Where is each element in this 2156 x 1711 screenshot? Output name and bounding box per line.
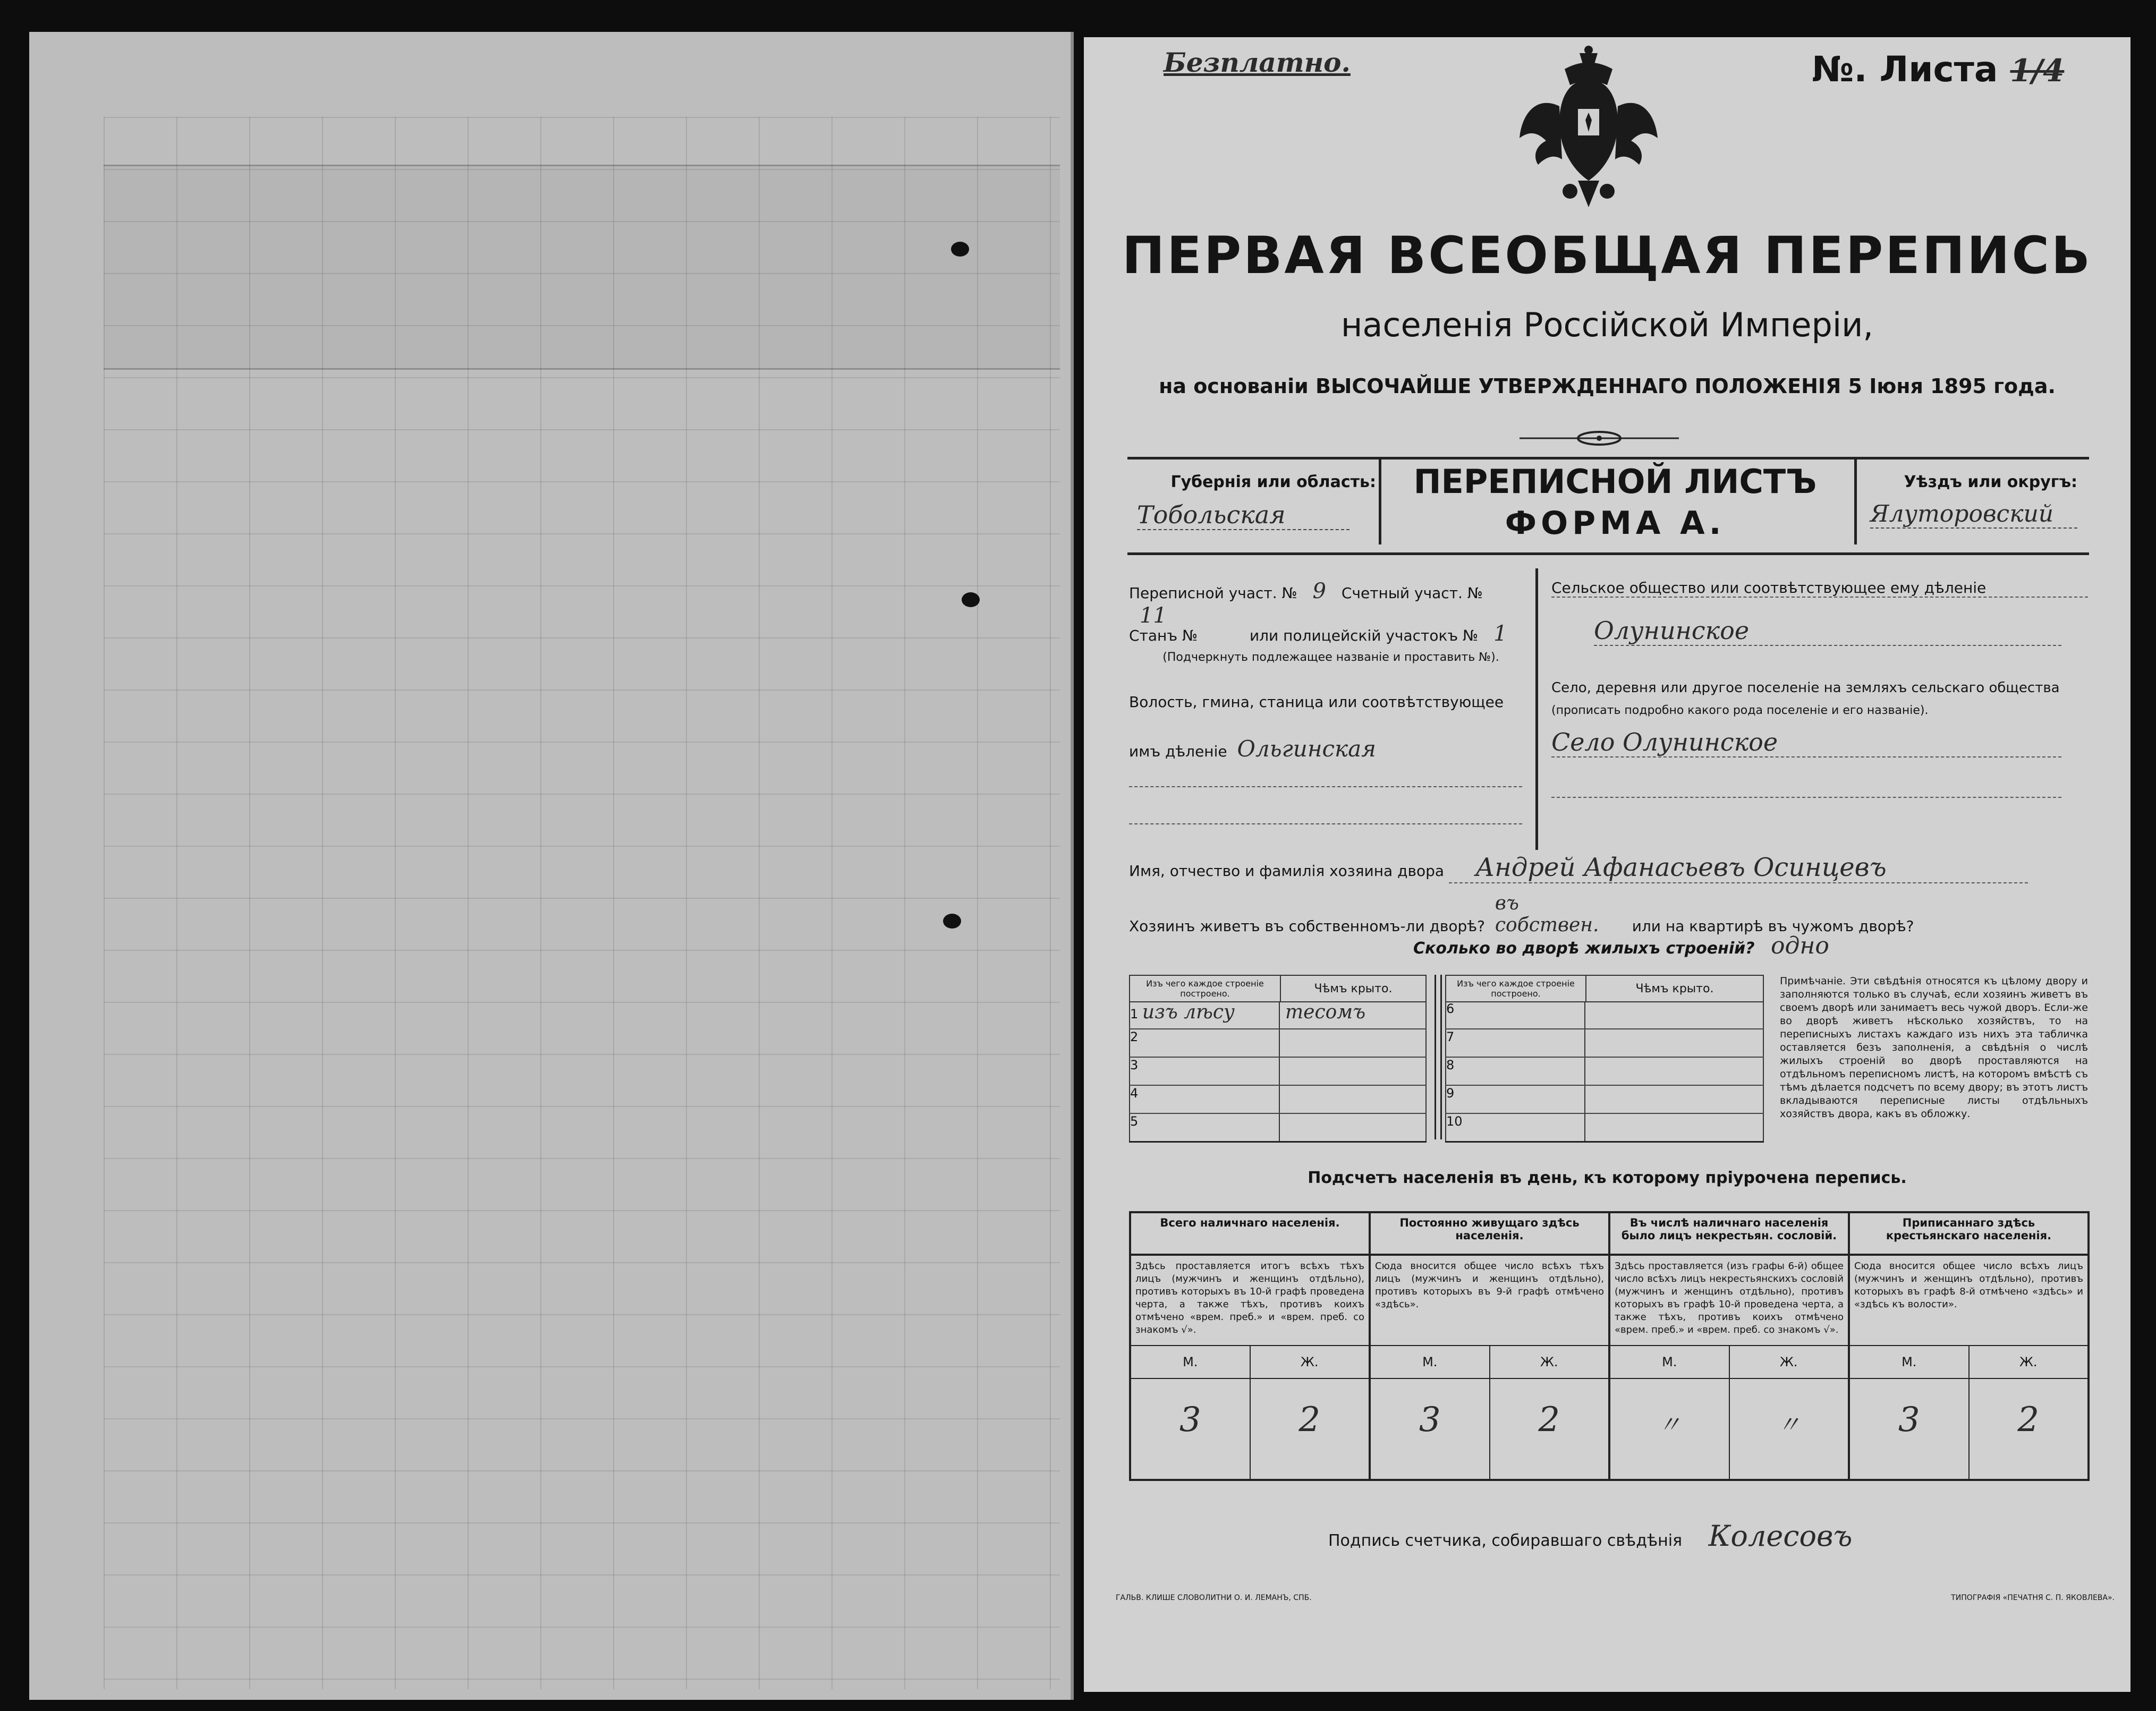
- male-count: 〃: [1610, 1379, 1730, 1479]
- male-count: 3: [1850, 1379, 1970, 1479]
- buildings-count-label: Сколько во дворѣ жилыхъ строеній?: [1413, 939, 1755, 958]
- imperial-eagle-icon: [1517, 42, 1660, 212]
- buildings-table-right: [1445, 975, 1764, 1002]
- stan-row: [1129, 622, 1533, 646]
- signature-label: Подпись счетчика, собиравшаго свѣдѣнія: [1328, 1531, 1683, 1550]
- province-value: Тобольская: [1137, 500, 1349, 530]
- row-number: 3: [1129, 1058, 1280, 1085]
- female-count: 2: [1298, 1400, 1321, 1440]
- census-section-value: 9: [1312, 579, 1326, 603]
- row-number: 10: [1445, 1114, 1585, 1141]
- imprint-left: ГАЛЬВ. КЛИШЕ СЛОВОЛИТНИ О. И. ЛЕМАНЪ, СПБ.: [1116, 1594, 1312, 1602]
- police-label: или полицейскій участокъ №: [1249, 627, 1479, 644]
- male-count: 3: [1371, 1379, 1490, 1479]
- totals-column: [1131, 1213, 1371, 1479]
- female-count: 〃: [1777, 1411, 1801, 1438]
- free-stamp: Безплатно.: [1164, 47, 1351, 78]
- punch-hole: [962, 592, 980, 607]
- faded-table-header: [104, 165, 1060, 370]
- owner-name-label: Имя, отчество и фамилія хозяина двора: [1129, 862, 1445, 880]
- building-row: [1129, 1029, 1427, 1058]
- totals-column-desc: Сюда вносится общее число всѣхъ лицъ (мужчинъ и женщинъ отдѣльно), противъ которыхъ въ графѣ 8-й отмѣчено «здѣсь» и «здѣсь къ волости».: [1850, 1256, 2087, 1346]
- row-number: 5: [1129, 1114, 1280, 1141]
- blank-line: [1551, 797, 2061, 798]
- owner-or-label: или на квартирѣ въ чужомъ дворѣ?: [1632, 917, 1914, 935]
- building-row: [1445, 1001, 1764, 1029]
- row-number: 2: [1129, 1029, 1280, 1057]
- counting-section-value: 11: [1140, 603, 1167, 628]
- row-number: 4: [1129, 1086, 1280, 1113]
- owner-name-value: Андрей Афанасьевъ Осинцевъ: [1449, 853, 2028, 883]
- province-label: Губернія или область:: [1170, 473, 1376, 491]
- punch-hole: [943, 914, 961, 929]
- stan-label: Станъ №: [1129, 627, 1198, 644]
- volost-label: Волость, гмина, станица или соотвѣтствующее: [1129, 693, 1504, 711]
- female-count: 2: [1538, 1400, 1560, 1440]
- underline-note: (Подчеркнуть подлежащее названіе и проставить №).: [1162, 651, 1499, 664]
- village-value: Село Олунинское: [1551, 728, 2061, 757]
- signature-value: Колесовъ: [1708, 1519, 1853, 1553]
- male-label: М.: [1610, 1346, 1730, 1378]
- table-double-divider: [1434, 975, 1442, 1139]
- totals-column: [1371, 1213, 1610, 1479]
- totals-heading: Подсчетъ населенія въ день, къ которому пріурочена перепись.: [1308, 1169, 1907, 1187]
- sheet-number-label: №. Листа: [1812, 49, 1998, 90]
- census-subtitle: населенія Россійской Имперіи,: [1340, 305, 1874, 344]
- building-material: изъ лѣсу: [1142, 1001, 1235, 1023]
- col-material-header: Изъ чего каждое строеніе построено.: [1130, 975, 1280, 1002]
- district-label: Уѣздъ или округъ:: [1904, 473, 2077, 491]
- totals-column-title: Всего наличнаго населенія.: [1131, 1213, 1369, 1256]
- volost-row: [1129, 736, 1533, 762]
- volost-value: Ольгинская: [1237, 736, 1376, 762]
- blank-line: [1129, 786, 1522, 787]
- female-label: Ж.: [1540, 1355, 1558, 1369]
- col-roof-header: Чѣмъ крыто.: [1280, 975, 1426, 1002]
- blank-line: [1129, 823, 1522, 824]
- owner-row: [1129, 853, 2091, 883]
- row-number: 7: [1445, 1029, 1585, 1057]
- society-value: Олунинское: [1594, 616, 2061, 646]
- buildings-note: Примѣчаніе. Эти свѣдѣнія относятся къ цѣлому двору и заполняются только въ случаѣ, если хозяинъ живетъ въ своемъ дворѣ или занимаетъ весь чужой дворъ. Если-же во дворѣ живетъ нѣсколько хозяйствъ, то на переписныхъ листахъ каждаго изъ нихъ эта табличка оставляется безъ заполненія, а свѣдѣнія о числѣ жилыхъ строеній во дворѣ проставляются на отдѣльномъ переписномъ листѣ, на которомъ вмѣстѣ съ тѣмъ дѣлается подсчетъ по всему двору; въ этотъ листъ вкладываются переписные листы отдѣльныхъ хозяйствъ двора, какъ въ обложку.: [1780, 975, 2088, 1120]
- building-row: [1445, 1029, 1764, 1058]
- totals-column-title: Въ числѣ наличнаго населенія было лицъ некрестьян. сословій.: [1610, 1213, 1848, 1256]
- male-label: М.: [1371, 1346, 1490, 1378]
- female-count: 2: [2017, 1400, 2040, 1440]
- row-number: 6: [1445, 1001, 1585, 1028]
- totals-column-desc: Здѣсь проставляется (изъ графы 6-й) общее число всѣхъ лицъ некрестьянскихъ сословій (мужчинъ и женщинъ отдѣльно), противъ которыхъ въ графѣ 10-й проведена черта, а также тѣхъ, противъ коихъ отмѣчено «врем. преб.» и «врем. преб. со знакомъ √».: [1610, 1256, 1848, 1346]
- owner-lives-label: Хозяинъ живетъ въ собственномъ-ли дворѣ?: [1129, 917, 1485, 935]
- census-basis: на основаніи ВЫСОЧАЙШЕ УТВЕРЖДЕННАГО ПОЛОЖЕНІЯ 5 Іюня 1895 года.: [1159, 374, 2056, 398]
- owner-lives-row: [1129, 892, 2091, 936]
- female-label: Ж.: [2019, 1355, 2038, 1369]
- counting-section-label: Счетный участ. №: [1341, 584, 1483, 602]
- building-row: [1445, 1086, 1764, 1114]
- owner-lives-value: въ собствен.: [1495, 892, 1599, 936]
- buildings-count-row: [1413, 932, 2051, 959]
- building-row: [1445, 1114, 1764, 1143]
- row-number: 1: [1130, 1007, 1139, 1022]
- volost-label-2: имъ дѣленіе: [1129, 743, 1227, 760]
- building-roof: тесомъ: [1280, 1001, 1427, 1028]
- signature-row: [1328, 1519, 2019, 1553]
- female-label: Ж.: [1301, 1355, 1319, 1369]
- census-main-title: ПЕРВАЯ ВСЕОБЩАЯ ПЕРЕПИСЬ: [1122, 226, 2093, 285]
- building-row: [1129, 1058, 1427, 1086]
- row-number: 9: [1445, 1086, 1585, 1113]
- totals-column: [1850, 1213, 2087, 1479]
- male-label: М.: [1131, 1346, 1251, 1378]
- village-note: (прописать подробно какого рода поселеніе и его названіе).: [1551, 704, 1929, 717]
- census-section-row: [1129, 579, 1533, 628]
- row-number: 8: [1445, 1058, 1585, 1085]
- buildings-table-left: [1129, 975, 1427, 1002]
- totals-table: [1129, 1211, 2090, 1481]
- building-row: [1445, 1058, 1764, 1086]
- sheet-number-value: 1/4: [2010, 53, 2065, 89]
- building-row: [1129, 1086, 1427, 1114]
- punch-hole: [951, 242, 969, 257]
- building-row: [1129, 1114, 1427, 1143]
- buildings-rows-right: [1445, 1001, 1764, 1143]
- totals-column-desc: Сюда вносится общее число всѣхъ тѣхъ лицъ (мужчинъ и женщинъ отдѣльно), противъ которыхъ въ 9-й графѣ отмѣчено «здѣсь».: [1371, 1256, 1608, 1346]
- village-label: Село, деревня или другое поселеніе на земляхъ сельскаго общества: [1551, 680, 2060, 696]
- totals-column-title: Постоянно живущаго здѣсь населенія.: [1371, 1213, 1608, 1256]
- form-name: ФОРМА А.: [1505, 505, 1726, 542]
- male-label: М.: [1850, 1346, 1970, 1378]
- society-label: Сельское общество или соотвѣтствующее ему дѣленіе: [1551, 579, 2088, 598]
- ornament-divider-icon: [1520, 428, 1679, 449]
- col-roof-header: Чѣмъ крыто.: [1586, 975, 1763, 1002]
- census-section-label: Переписной участ. №: [1129, 584, 1297, 602]
- police-value: 1: [1493, 622, 1507, 646]
- totals-column-desc: Здѣсь проставляется итогъ всѣхъ тѣхъ лицъ (мужчинъ и женщинъ отдѣльно), противъ которыхъ въ 10-й графѣ проведена черта, а также тѣхъ, противъ коихъ отмѣчено «врем. преб.» и «врем. преб. со знакомъ √».: [1131, 1256, 1369, 1346]
- totals-column-title: Приписаннаго здѣсь крестьянскаго населенія.: [1850, 1213, 2087, 1256]
- field-divider: [1535, 568, 1538, 850]
- buildings-count-value: одно: [1771, 932, 1829, 959]
- totals-column: [1610, 1213, 1850, 1479]
- female-label: Ж.: [1780, 1355, 1798, 1369]
- building-row: [1129, 1001, 1427, 1029]
- census-form-page: [1084, 37, 2130, 1692]
- male-count: 3: [1131, 1379, 1251, 1479]
- imprint-right: ТИПОГРАФІЯ «ПЕЧАТНЯ С. П. ЯКОВЛЕВА».: [1951, 1594, 2115, 1602]
- left-page-reverse: [29, 32, 1074, 1700]
- col-material-header: Изъ чего каждое строеніе построено.: [1446, 975, 1586, 1002]
- sheet-title: ПЕРЕПИСНОЙ ЛИСТЪ: [1413, 462, 1817, 501]
- district-value: Ялуторовский: [1870, 500, 2077, 529]
- buildings-rows-left: [1129, 1001, 1427, 1143]
